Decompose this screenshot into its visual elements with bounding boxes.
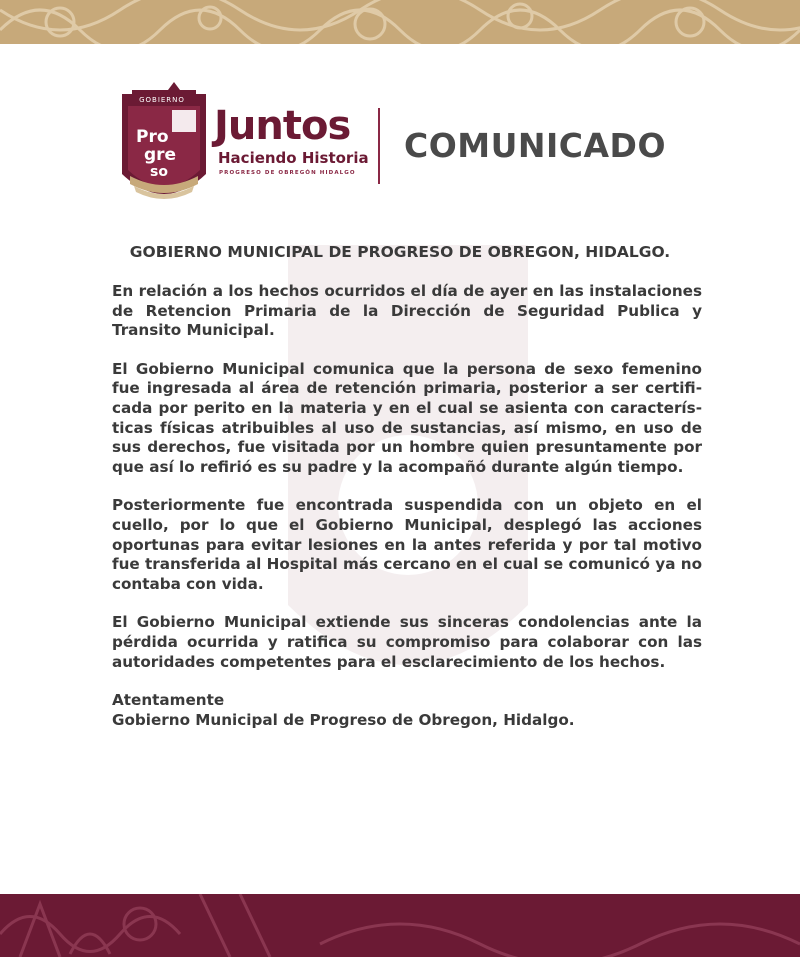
ornament-pattern-bottom (0, 894, 800, 957)
brand-caption: PROGRESO DE OBREGÓN HIDALGO (219, 170, 356, 176)
document-heading: GOBIERNO MUNICIPAL DE PROGRESO DE OBREGON, HIDALGO. (129, 243, 671, 261)
bottom-decorative-band (0, 894, 800, 957)
document-body (112, 282, 702, 730)
crest-text-so: so (150, 164, 168, 180)
paragraph-2: El Gobierno Municipal comunica que la persona de sexo femenino fue ingresada al área de retención primaria, posterior a ser certificada por perito en la materia y en el cual se asienta con características físicas atribuibles al uso de sustancias, así mismo, en uso de sus derechos, fue visitada por un hombre quien presuntamente por que así lo refirió es su padre y la acompañó durante algún tiempo. (112, 359, 702, 476)
brand-subtitle: Haciendo Historia (218, 149, 369, 167)
document-type-title: COMUNICADO (404, 126, 667, 165)
letterhead (0, 78, 800, 218)
ornament-pattern-top (0, 0, 800, 44)
signature-line: Gobierno Municipal de Progreso de Obregon, Hidalgo. (112, 710, 575, 729)
paragraph-1: En relación a los hechos ocurridos el día de ayer en las instalaciones de Retencion Primaria de la Dirección de Seguridad Publica y Transito Municipal. (112, 282, 702, 340)
closing-line: Atentamente (112, 691, 225, 710)
header-divider (378, 108, 380, 184)
paragraph-3: Posteriormente fue encontrada suspendida con un objeto en el cuello, por lo que el Gobierno Municipal, desplegó las acciones oportunas para evitar lesiones en la antes referida y por tal motivo fue transferida al Hospital más cercano en el cual se comunicó ya no contaba con vida. (112, 496, 702, 593)
crest-text-pro: Pro (136, 127, 169, 147)
top-decorative-band (0, 0, 800, 44)
crest-label: GOBIERNO (139, 96, 185, 104)
brand-title: Juntos (214, 103, 351, 149)
crest-text-gre: gre (144, 145, 177, 165)
paragraph-4: El Gobierno Municipal extiende sus sinceras condolencias ante la pérdida ocurrida y ratifica su compromiso para colaborar con las autoridades competentes para el esclarecimiento de los hechos. (112, 613, 702, 671)
